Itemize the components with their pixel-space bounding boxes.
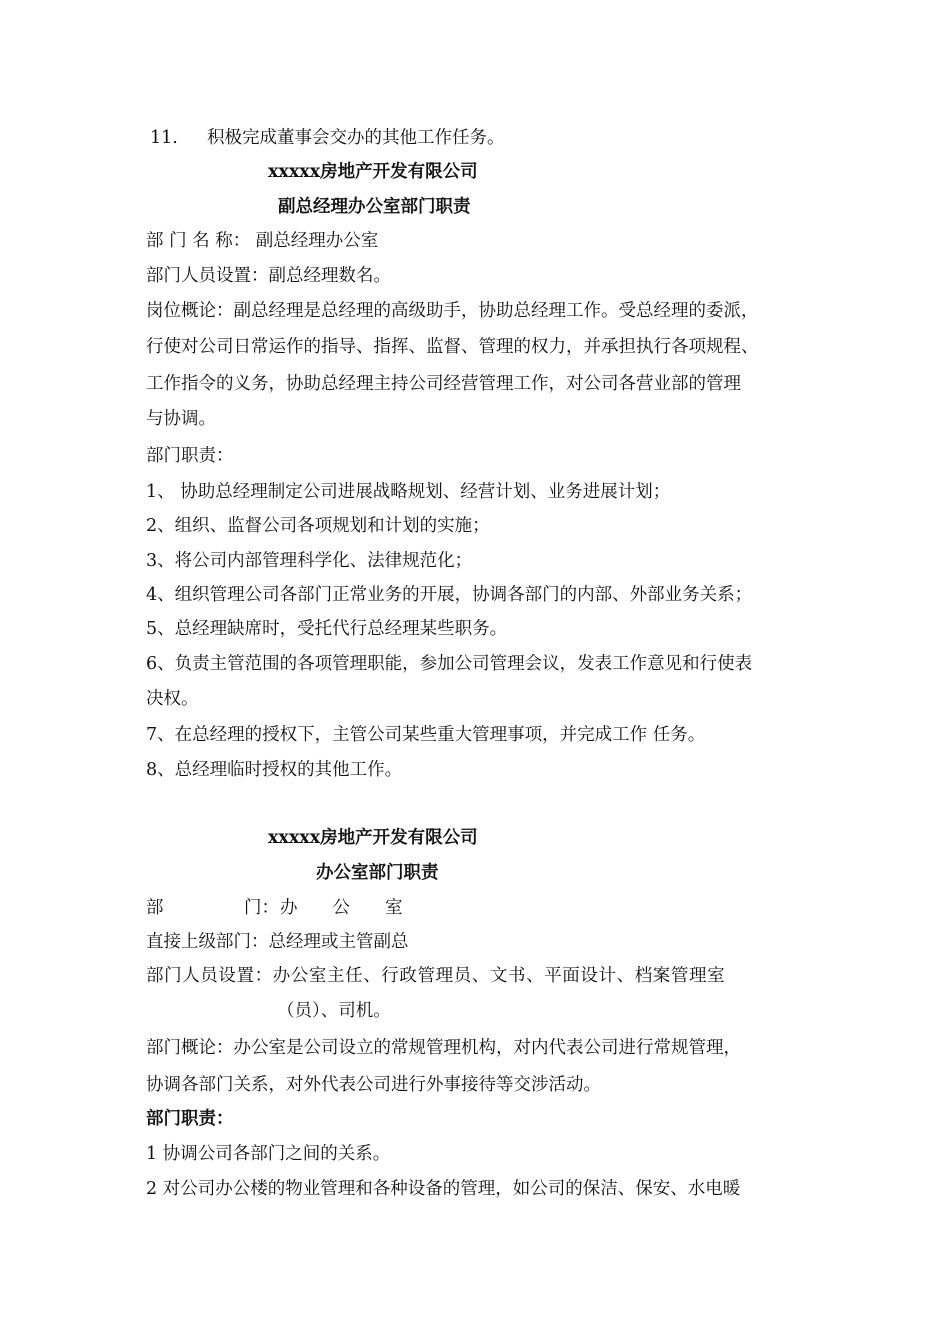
dept-value: 办 公 室 — [280, 898, 403, 918]
overview-line: 协调各部门关系，对外代表公司进行外事接待等交涉活动。 — [146, 1075, 601, 1095]
duty-item: 1、 协助总经理制定公司进展战略规划、经营计划、业务进展计划； — [146, 482, 671, 502]
dept-name-line: 部 门 名 称： 副总经理办公室 — [146, 231, 379, 251]
duty-item: 1 协调公司各部门之间的关系。 — [146, 1144, 391, 1164]
duties-heading: 部门职责： — [146, 1109, 234, 1129]
staff-line: 部门人员设置：副总经理数名。 — [146, 266, 391, 286]
duty-item: 2 对公司办公楼的物业管理和各种设备的管理，如公司的保洁、保安、水电暖 — [146, 1179, 741, 1199]
duty-item: 8、总经理临时授权的其他工作。 — [146, 760, 403, 780]
staff-line-continuation: （员）、司机。 — [277, 1001, 391, 1021]
duty-item: 3、将公司内部管理科学化、法律规范化； — [146, 551, 473, 571]
dept-label-end: 门： — [244, 898, 279, 918]
company-name: xxxxx房地产开发有限公司 — [268, 162, 478, 182]
duty-item: 7、在总经理的授权下，主管公司某些重大管理事项，并完成工作 任务。 — [146, 725, 706, 745]
duty-item-continuation: 决权。 — [146, 689, 199, 709]
duty-item: 5、总经理缺席时，受托代行总经理某些职务。 — [146, 619, 508, 639]
overview-line: 工作指令的义务，协助总经理主持公司经营管理工作，对公司各营业部的管理 — [146, 374, 741, 394]
section-title: 副总经理办公室部门职责 — [278, 197, 471, 217]
duty-item: 2、组织、监督公司各项规划和计划的实施； — [146, 516, 490, 536]
duty-item: 6、负责主管范围的各项管理职能，参加公司管理会议，发表工作意见和行使表 — [146, 654, 753, 674]
duty-item: 4、组织管理公司各部门正常业务的开展，协调各部门的内部、外部业务关系； — [146, 585, 753, 605]
item-11-number: 11. — [150, 128, 178, 148]
overview-line: 部门概论：办公室是公司设立的常规管理机构，对内代表公司进行常规管理， — [146, 1038, 741, 1058]
overview-line: 岗位概论：副总经理是总经理的高级助手，协助总经理工作。受总经理的委派， — [146, 301, 759, 321]
company-name: xxxxx房地产开发有限公司 — [268, 828, 478, 848]
overview-line: 与协调。 — [146, 409, 216, 429]
staff-line: 部门人员设置：办公室主任、行政管理员、文书、平面设计、档案管理室 — [146, 966, 726, 986]
overview-line: 行使对公司日常运作的指导、指挥、监督、管理的权力，并承担执行各项规程、 — [146, 337, 759, 357]
dept-label: 部 — [146, 898, 164, 918]
superior-line: 直接上级部门：总经理或主管副总 — [146, 932, 409, 952]
duties-heading: 部门职责： — [146, 446, 234, 466]
item-11-text: 积极完成董事会交办的其他工作任务。 — [207, 128, 505, 148]
section-title: 办公室部门职责 — [316, 863, 439, 883]
